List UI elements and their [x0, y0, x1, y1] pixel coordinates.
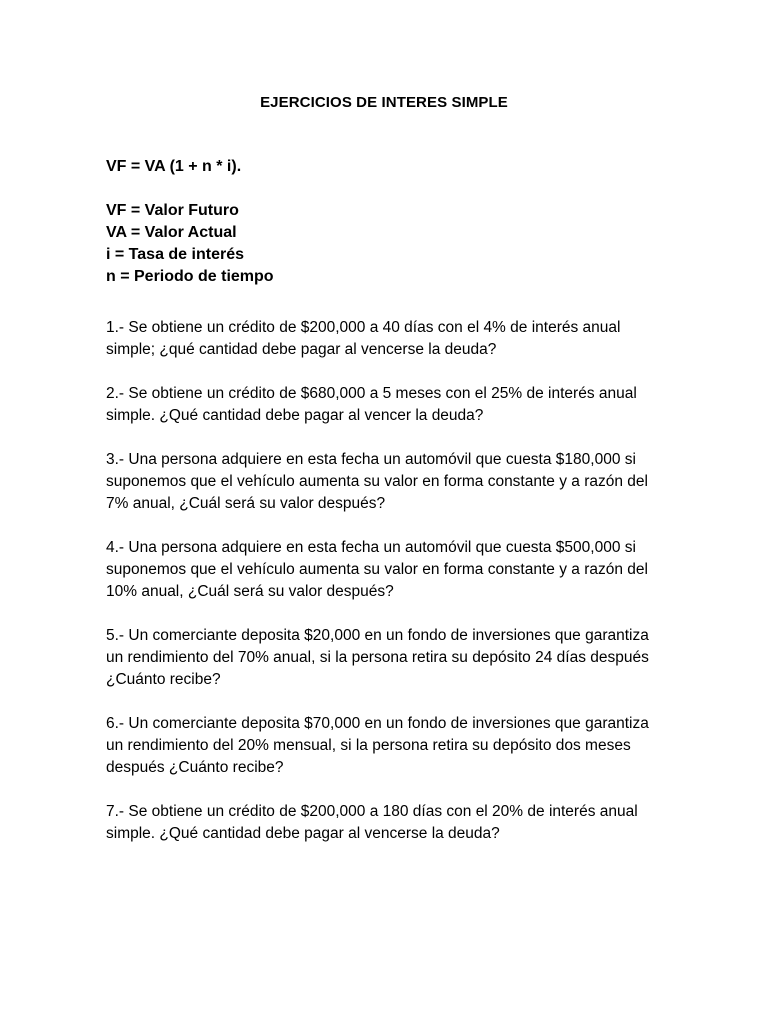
exercise-7: 7.- Se obtiene un crédito de $200,000 a 180 días con el 20% de interés anual simple. ¿Qué cantidad debe pagar al vencerse la deuda?: [106, 803, 638, 842]
definition-vf: VF = Valor Futuro: [106, 202, 239, 219]
exercise-3: 3.- Una persona adquiere en esta fecha un automóvil que cuesta $180,000 si suponemos que el vehículo aumenta su valor en forma constante y a razón del 7% anual, ¿Cuál será su valor después?: [106, 451, 648, 512]
exercise-1: 1.- Se obtiene un crédito de $200,000 a 40 días con el 4% de interés anual simple; ¿qué cantidad debe pagar al vencerse la deuda?: [106, 319, 621, 358]
exercise-4: 4.- Una persona adquiere en esta fecha un automóvil que cuesta $500,000 si suponemos que el vehículo aumenta su valor en forma constante y a razón del 10% anual, ¿Cuál será su valor después?: [106, 539, 648, 600]
exercise-6: 6.- Un comerciante deposita $70,000 en un fondo de inversiones que garantiza un rendimiento del 20% mensual, si la persona retira su depósito dos meses después ¿Cuánto recibe?: [106, 715, 649, 776]
definition-n: n = Periodo de tiempo: [106, 268, 274, 285]
exercise-2: 2.- Se obtiene un crédito de $680,000 a 5 meses con el 25% de interés anual simple. ¿Qué cantidad debe pagar al vencer la deuda?: [106, 385, 637, 424]
definition-i: i = Tasa de interés: [106, 246, 244, 263]
document-title: EJERCICIOS DE INTERES SIMPLE: [260, 94, 508, 111]
definition-va: VA = Valor Actual: [106, 224, 237, 241]
formula: VF = VA (1 + n * i).: [106, 158, 242, 175]
exercise-5: 5.- Un comerciante deposita $20,000 en un fondo de inversiones que garantiza un rendimiento del 70% anual, si la persona retira su depósito 24 días después ¿Cuánto recibe?: [106, 627, 649, 688]
exercises-list: [106, 317, 666, 867]
definitions-list: [106, 200, 274, 288]
